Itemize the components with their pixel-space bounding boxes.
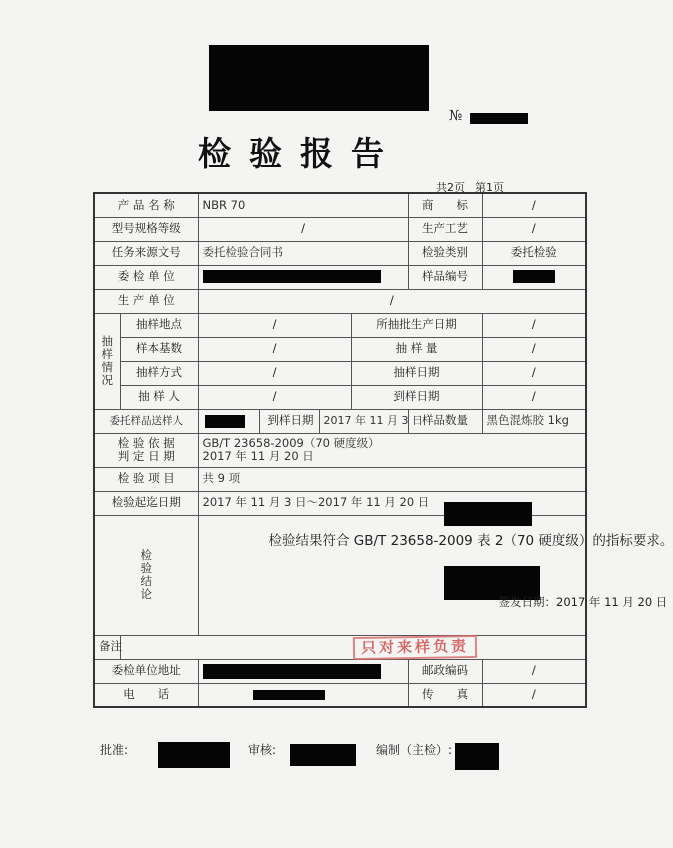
sampling-place-label: 抽样地点: [120, 313, 198, 337]
table-row: [94, 409, 586, 433]
basis-value: GB/T 23658-2009（70 硬度级）: [202, 435, 380, 450]
conclusion-label-cell: [94, 515, 198, 635]
process-label: 生产工艺: [408, 217, 482, 241]
arrival-date-value: 2017 年 11 月 3 日: [319, 409, 408, 433]
compile-label: 编制（主检）:: [376, 743, 453, 757]
postcode-value: /: [482, 659, 586, 683]
sample-base-value: /: [198, 337, 351, 361]
client-label: 委 检 单 位: [94, 265, 198, 289]
inspection-type-value: 委托检验: [482, 241, 586, 265]
client-address-value: [198, 659, 408, 683]
client-value: [198, 265, 408, 289]
table-row: [94, 635, 586, 659]
redacted-seal-top: [444, 502, 532, 526]
period-label: 检验起迄日期: [94, 491, 198, 515]
model-value: /: [198, 217, 408, 241]
client-address-label: 委检单位地址: [94, 659, 198, 683]
table-row: [94, 467, 586, 491]
items-value: 共 9 项: [198, 467, 586, 491]
items-label: 检 验 项 目: [94, 467, 198, 491]
batch-date-label: 所抽批生产日期: [351, 313, 482, 337]
fax-value: /: [482, 683, 586, 707]
producer-value: /: [198, 289, 586, 313]
page-current: 第1页: [475, 181, 504, 194]
sampling-method-label: 抽样方式: [120, 361, 198, 385]
conclusion-text: 检验结果符合 GB/T 23658-2009 表 2（70 硬度级）的指标要求。: [268, 532, 673, 549]
redacted-approver: [158, 742, 230, 768]
task-source-value: 委托检验合同书: [198, 241, 408, 265]
sample-no-label: 样品编号: [408, 265, 482, 289]
producer-label: 生 产 单 位: [94, 289, 198, 313]
table-row: [94, 385, 586, 409]
basis-cell: [94, 433, 198, 467]
sign-date: 签发日期：2017 年 11 月 20 日: [498, 594, 668, 609]
report-number-label: №: [449, 108, 463, 124]
conclusion-cell: [198, 515, 673, 635]
approve-label: 批准:: [100, 743, 129, 757]
postcode-label: 邮政编码: [408, 659, 482, 683]
sampling-group-label: 抽样情况: [94, 313, 120, 409]
report-table: [93, 192, 673, 708]
redacted-compiler: [455, 743, 499, 770]
judge-date-label: 判 定 日 期: [117, 449, 175, 463]
arrival-label: 到样日期: [267, 413, 314, 428]
sampling-method-value: /: [198, 361, 351, 385]
remarks-label: 备注: [94, 635, 120, 659]
table-row: [94, 361, 586, 385]
redacted-sender: [205, 415, 245, 428]
table-row: [94, 659, 586, 683]
redacted-logo-block: [209, 45, 429, 111]
sample-no-value: [482, 265, 586, 289]
sampling-date-value: /: [482, 361, 586, 385]
phone-value: [198, 683, 408, 707]
redacted-report-number: [470, 113, 528, 124]
redacted-phone: [253, 690, 325, 700]
batch-date-value: /: [482, 313, 586, 337]
sample-count-label: 样品数量: [408, 409, 482, 433]
table-row: [94, 683, 586, 707]
conclusion-label: 检验结论: [140, 547, 152, 602]
table-row: [94, 313, 586, 337]
remarks-value: [120, 635, 586, 659]
fax-label: 传 真: [408, 683, 482, 707]
redacted-sample-no: [513, 270, 555, 283]
redacted-reviewer: [290, 744, 356, 766]
sampler-label: 抽 样 人: [120, 385, 198, 409]
page-title: 检验报告: [198, 134, 402, 173]
model-label: 型号规格等级: [94, 217, 198, 241]
sender-row-cell: [198, 409, 319, 433]
inspection-type-label: 检验类别: [408, 241, 482, 265]
sampling-date-label: 抽样日期: [351, 361, 482, 385]
table-row: [94, 265, 586, 289]
sample-qty-label: 抽 样 量: [351, 337, 482, 361]
review-label: 审核:: [248, 743, 277, 757]
process-value: /: [482, 217, 586, 241]
trademark-value: /: [482, 193, 586, 217]
table-row: [94, 289, 586, 313]
table-row: [94, 217, 586, 241]
table-row: [94, 193, 586, 217]
responsibility-stamp: 只对来样负责: [352, 634, 476, 659]
sampling-place-value: /: [198, 313, 351, 337]
sample-count-value: 黑色混炼胶 1kg: [482, 409, 586, 433]
redacted-client-address: [203, 664, 381, 679]
sampler-value: /: [198, 385, 351, 409]
task-source-label: 任务来源文号: [94, 241, 198, 265]
basis-label: 检 验 依 据: [117, 435, 175, 450]
arrival-date-label-2: 到样日期: [351, 385, 482, 409]
sample-qty-value: /: [482, 337, 586, 361]
arrival-date-value-2: /: [482, 385, 586, 409]
basis-values: [198, 433, 586, 467]
product-name-label: 产 品 名 称: [94, 193, 198, 217]
trademark-label: 商 标: [408, 193, 482, 217]
redacted-client: [203, 270, 381, 283]
sample-base-label: 样本基数: [120, 337, 198, 361]
table-row: [94, 433, 586, 467]
judge-date-value: 2017 年 11 月 20 日: [202, 449, 314, 463]
table-row: [94, 337, 586, 361]
table-row: [94, 241, 586, 265]
pages-total: 共2页: [436, 181, 465, 194]
period-value: 2017 年 11 月 3 日～2017 年 11 月 20 日: [198, 491, 586, 515]
sender-label: 委托样品送样人: [94, 409, 198, 433]
phone-label: 电 话: [94, 683, 198, 707]
table-row: [94, 515, 586, 635]
product-name-value: NBR 70: [198, 193, 408, 217]
